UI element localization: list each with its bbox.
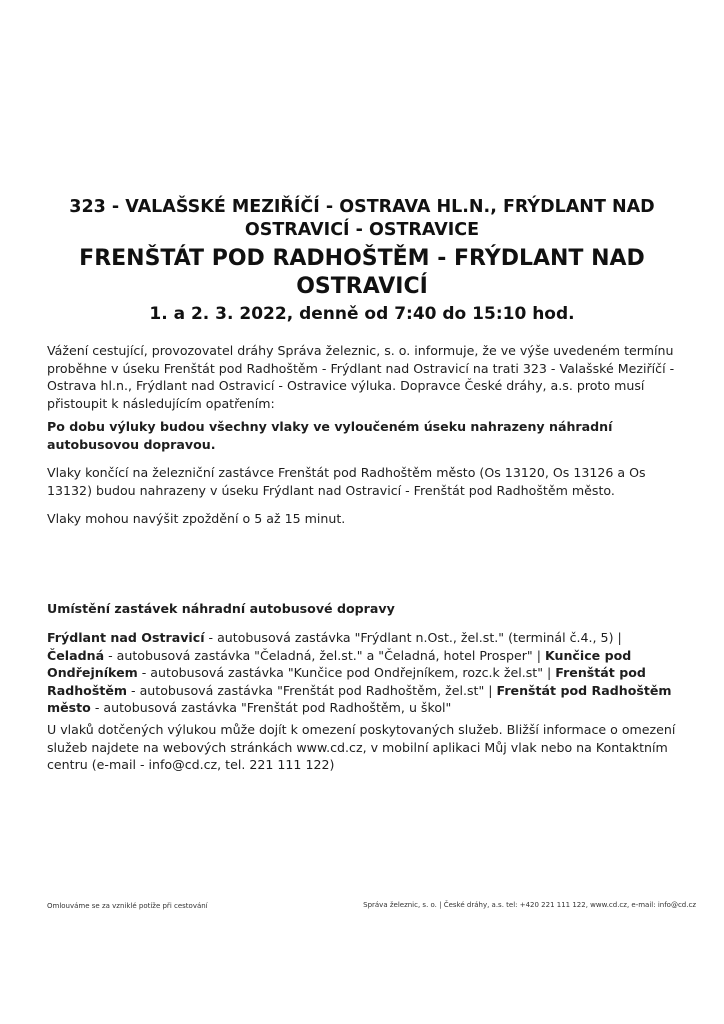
closure-section-title: FRENŠTÁT POD RADHOŠTĚM - FRÝDLANT NAD OSTRAVICÍ	[79, 246, 645, 299]
route-title: 323 - VALAŠSKÉ MEZIŘÍČÍ - OSTRAVA HL.N., FRÝDLANT NAD OSTRAVICÍ - OSTRAVICE	[69, 197, 655, 240]
replacement-bus-notice: Po dobu výluky budou všechny vlaky ve vyloučeném úseku nahrazeny náhradní autobusovou dopravou.	[47, 419, 613, 452]
stop-description: - autobusová zastávka "Čeladná, žel.st." a "Čeladná, hotel Prosper"	[104, 647, 533, 663]
stop-separator: |	[543, 665, 556, 680]
intro-paragraph: Vážení cestující, provozovatel dráhy Správa železnic, s. o. informuje, že ve výše uvedeném termínu proběhne v úseku Frenštát pod Radhoštěm - Frýdlant nad Ostravicí na trati 323 - Valašské Meziříčí - Ostrava hl.n., Frýdlant nad Ostravicí - Ostravice výluka. Dopravce České dráhy, a.s. proto musí přistoupit k následujícím opatřením:	[47, 343, 675, 411]
stop-separator: |	[532, 647, 545, 663]
terminating-trains-paragraph: Vlaky končící na železniční zastávce Frenštát pod Radhoštěm město (Os 13120, Os 13126 a Os 13132) budou nahrazeny v úseku Frýdlant nad Ostravicí - Frenštát pod Radhoštěm město.	[47, 465, 646, 498]
stop-name: Frýdlant nad Ostravicí	[47, 630, 205, 645]
stop-description: - autobusová zastávka "Frenštát pod Radhoštěm, žel.st"	[127, 682, 485, 698]
stop-name: Frenštát pod Radhoštěm	[47, 665, 646, 698]
stop-description: - autobusová zastávka "Frenštát pod Radhoštěm, u škol"	[90, 700, 452, 715]
stop-separator: |	[613, 630, 622, 645]
delay-paragraph: Vlaky mohou navýšit zpoždění o 5 až 15 minut.	[47, 511, 346, 526]
footer-contacts: Správa železnic, s. o. | České dráhy, a.s. tel: +420 221 111 122, www.cd.cz, e-mail: info@cd.cz	[363, 901, 696, 909]
footer-apology: Omlouváme se za vzniklé potíže při cestování	[47, 902, 208, 910]
bus-stops-heading: Umístění zastávek náhradní autobusové dopravy	[47, 601, 395, 616]
stop-description: - autobusová zastávka "Kunčice pod Ondřejníkem, rozc.k žel.st"	[137, 665, 544, 680]
bus-stops-list	[47, 629, 677, 717]
stop-separator: |	[484, 682, 497, 698]
stop-name: Čeladná	[47, 647, 105, 663]
stop-name: Frenštát pod Radhoštěm město	[47, 682, 672, 715]
closure-date: 1. a 2. 3. 2022, denně od 7:40 do 15:10 hod.	[149, 304, 575, 324]
stop-description: - autobusová zastávka "Frýdlant n.Ost., žel.st." (terminál č.4., 5)	[204, 630, 614, 645]
stop-name: Kunčice pod Ondřejníkem	[47, 647, 632, 680]
service-info-paragraph: U vlaků dotčených výlukou může dojít k omezení poskytovaných služeb. Bližší informace o omezení služeb najdete na webových stránkách www.cd.cz, v mobilní aplikaci Můj vlak nebo na Kontaktním centru (e-mail - info@cd.cz, tel. 221 111 122)	[47, 722, 676, 772]
